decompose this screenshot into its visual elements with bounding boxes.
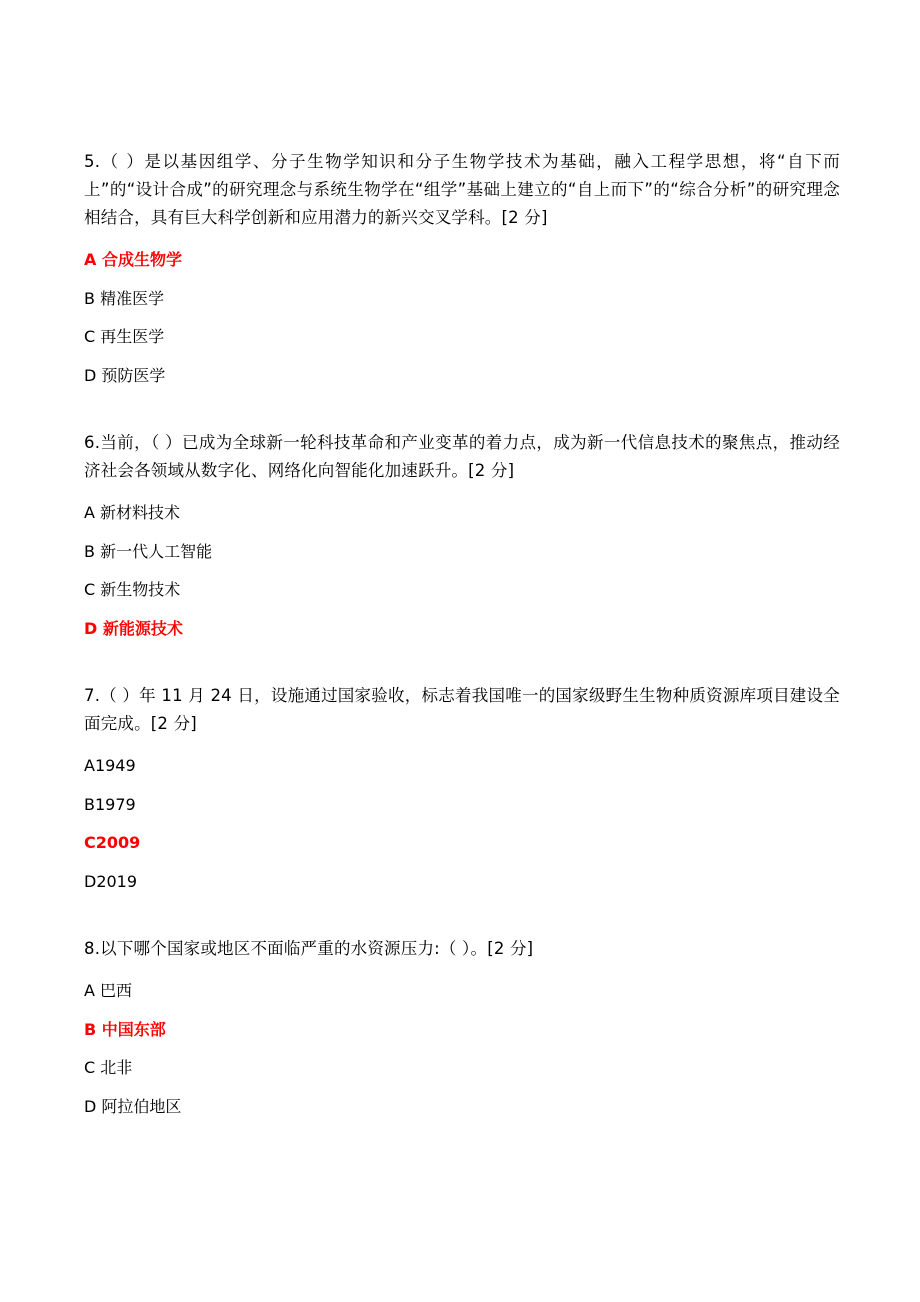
option-d: D 预防医学 [84, 365, 166, 385]
question-stem: 7.（ ）年 11 月 24 日，设施通过国家验收，标志着我国唯一的国家级野生生物种质资源库项目建设全面完成。[2 分] [84, 686, 840, 733]
question-spacer [84, 901, 840, 935]
option-d: D2019 [84, 871, 138, 891]
question-spacer [84, 395, 840, 429]
option-b: B 新一代人工智能 [84, 541, 213, 561]
option-c-correct: C2009 [84, 833, 141, 852]
option-b-correct: B 中国东部 [84, 1019, 166, 1039]
option-c: C 北非 [84, 1058, 133, 1077]
option-b: B 精准医学 [84, 288, 165, 308]
question-stem: 5.（ ）是以基因组学、分子生物学知识和分子生物学技术为基础，融入工程学思想，将“自下而上”的“设计合成”的研究理念与系统生物学在“组学”基础上建立的“自上而下”的“综合分析”的研究理念相结合，具有巨大科学创新和应用潜力的新兴交叉学科。[2 分] [84, 152, 840, 227]
question-8 [84, 935, 840, 1126]
question-stem: 6.当前，（ ）已成为全球新一轮科技革命和产业变革的着力点，成为新一代信息技术的聚焦点，推动经济社会各领域从数字化、网络化向智能化加速跃升。[2 分] [84, 433, 840, 480]
question-spacer [84, 648, 840, 682]
document-page [84, 148, 840, 1126]
option-b: B1979 [84, 794, 136, 814]
question-5 [84, 148, 840, 395]
option-c: C 新生物技术 [84, 580, 181, 599]
question-6 [84, 429, 840, 648]
option-a: A 新材料技术 [84, 503, 181, 522]
question-stem: 8.以下哪个国家或地区不面临严重的水资源压力:（ ）。[2 分] [84, 939, 534, 958]
option-a: A 巴西 [84, 981, 133, 1000]
option-a: A1949 [84, 756, 136, 775]
option-d-correct: D 新能源技术 [84, 618, 183, 638]
option-c: C 再生医学 [84, 327, 165, 346]
option-a-correct: A 合成生物学 [84, 250, 182, 269]
question-7 [84, 682, 840, 901]
option-d: D 阿拉伯地区 [84, 1096, 182, 1116]
